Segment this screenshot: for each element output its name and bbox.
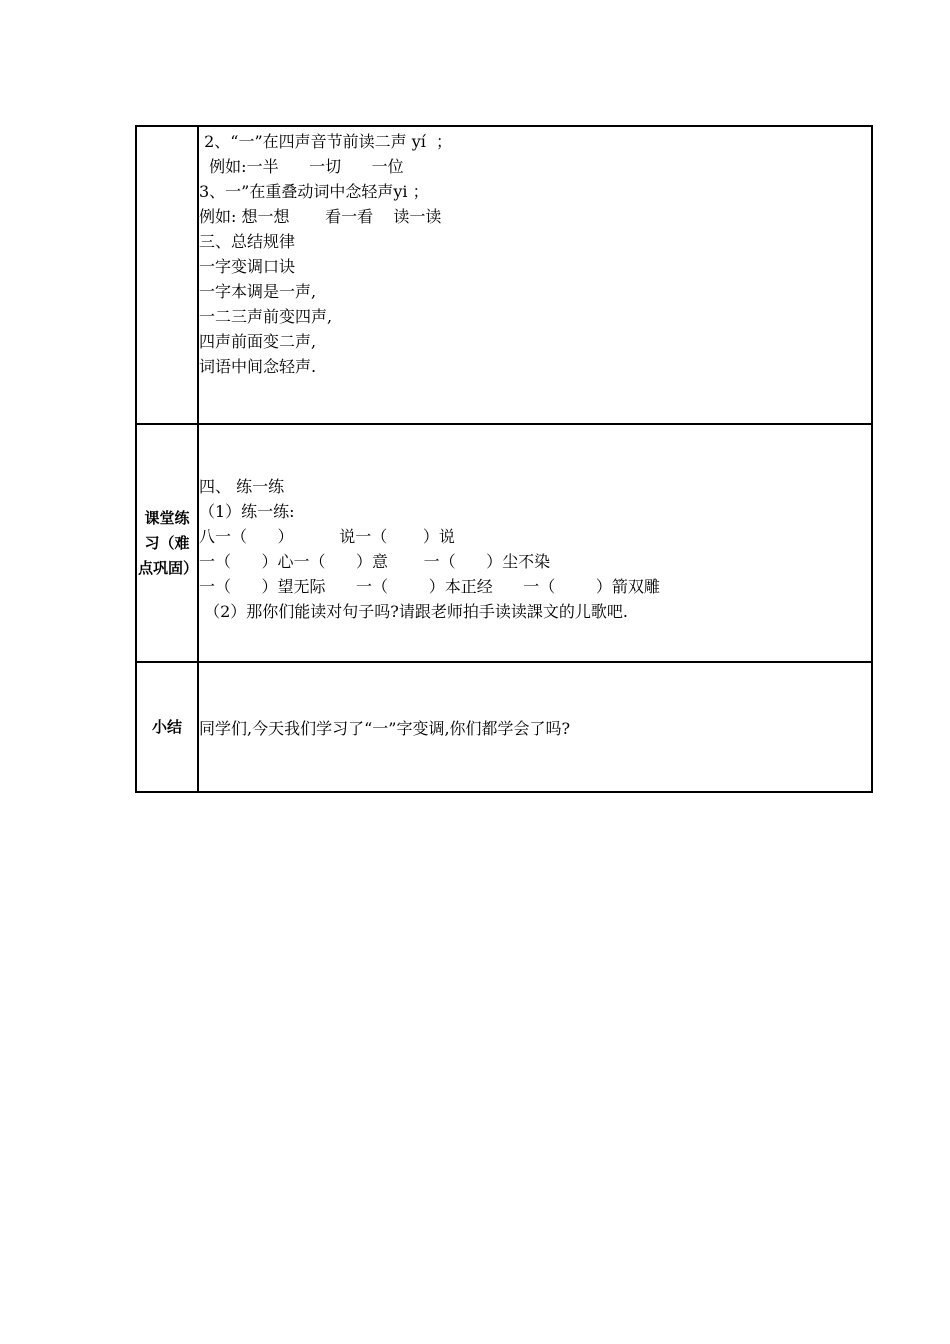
- practice-fill-line-3: 一（ ）望无际 一（ ）本正经 一（ ）箭双雕: [199, 577, 660, 596]
- summary-row: [136, 662, 872, 792]
- rule-line-tone-before-fourth: 2、“一”在四声音节前读二声 yí ；: [199, 132, 453, 151]
- practice-row: [136, 424, 872, 662]
- rule-example-line-2: 例如: 想一想 看一看 读一读: [199, 207, 442, 226]
- rules-label-cell: [136, 126, 198, 424]
- summary-label: 小结: [136, 662, 198, 792]
- rule-line-reduplicated-verbs: 3、一”在重叠动词中念轻声yi ；: [199, 182, 429, 201]
- practice-fill-line-1: 八一（ ） 说一（ ）说: [199, 527, 455, 546]
- rules-row: [136, 126, 872, 424]
- summary-content-cell: [198, 662, 872, 792]
- rhyme-line-3: 四声前面变二声,: [199, 332, 317, 351]
- practice-subheading-2: （2）那你们能读对句子吗?请跟老师拍手读读課文的儿歌吧.: [199, 602, 628, 621]
- rhyme-line-1: 一字本调是一声,: [199, 282, 317, 301]
- rule-example-line-1: 例如:一半 一切 一位: [199, 157, 404, 176]
- rhyme-line-2: 一二三声前变四声,: [199, 307, 333, 326]
- rhyme-title: 一字变调口诀: [199, 257, 296, 276]
- rules-content-cell: [198, 126, 872, 424]
- summary-rules-heading: 三、总结规律: [199, 232, 296, 251]
- practice-content-cell: [198, 424, 872, 662]
- rhyme-line-4: 词语中间念轻声.: [199, 357, 317, 376]
- lesson-plan-table: [135, 125, 873, 793]
- practice-heading: 四、 练一练: [199, 477, 285, 496]
- practice-label: 课堂练习（难点巩固）: [136, 424, 198, 662]
- summary-text: 同学们,今天我们学习了“一”字变调,你们都学会了吗?: [199, 719, 571, 738]
- practice-fill-line-2: 一（ ）心一（ ）意 一（ ）尘不染: [199, 552, 551, 571]
- practice-subheading-1: （1）练一练:: [199, 502, 295, 521]
